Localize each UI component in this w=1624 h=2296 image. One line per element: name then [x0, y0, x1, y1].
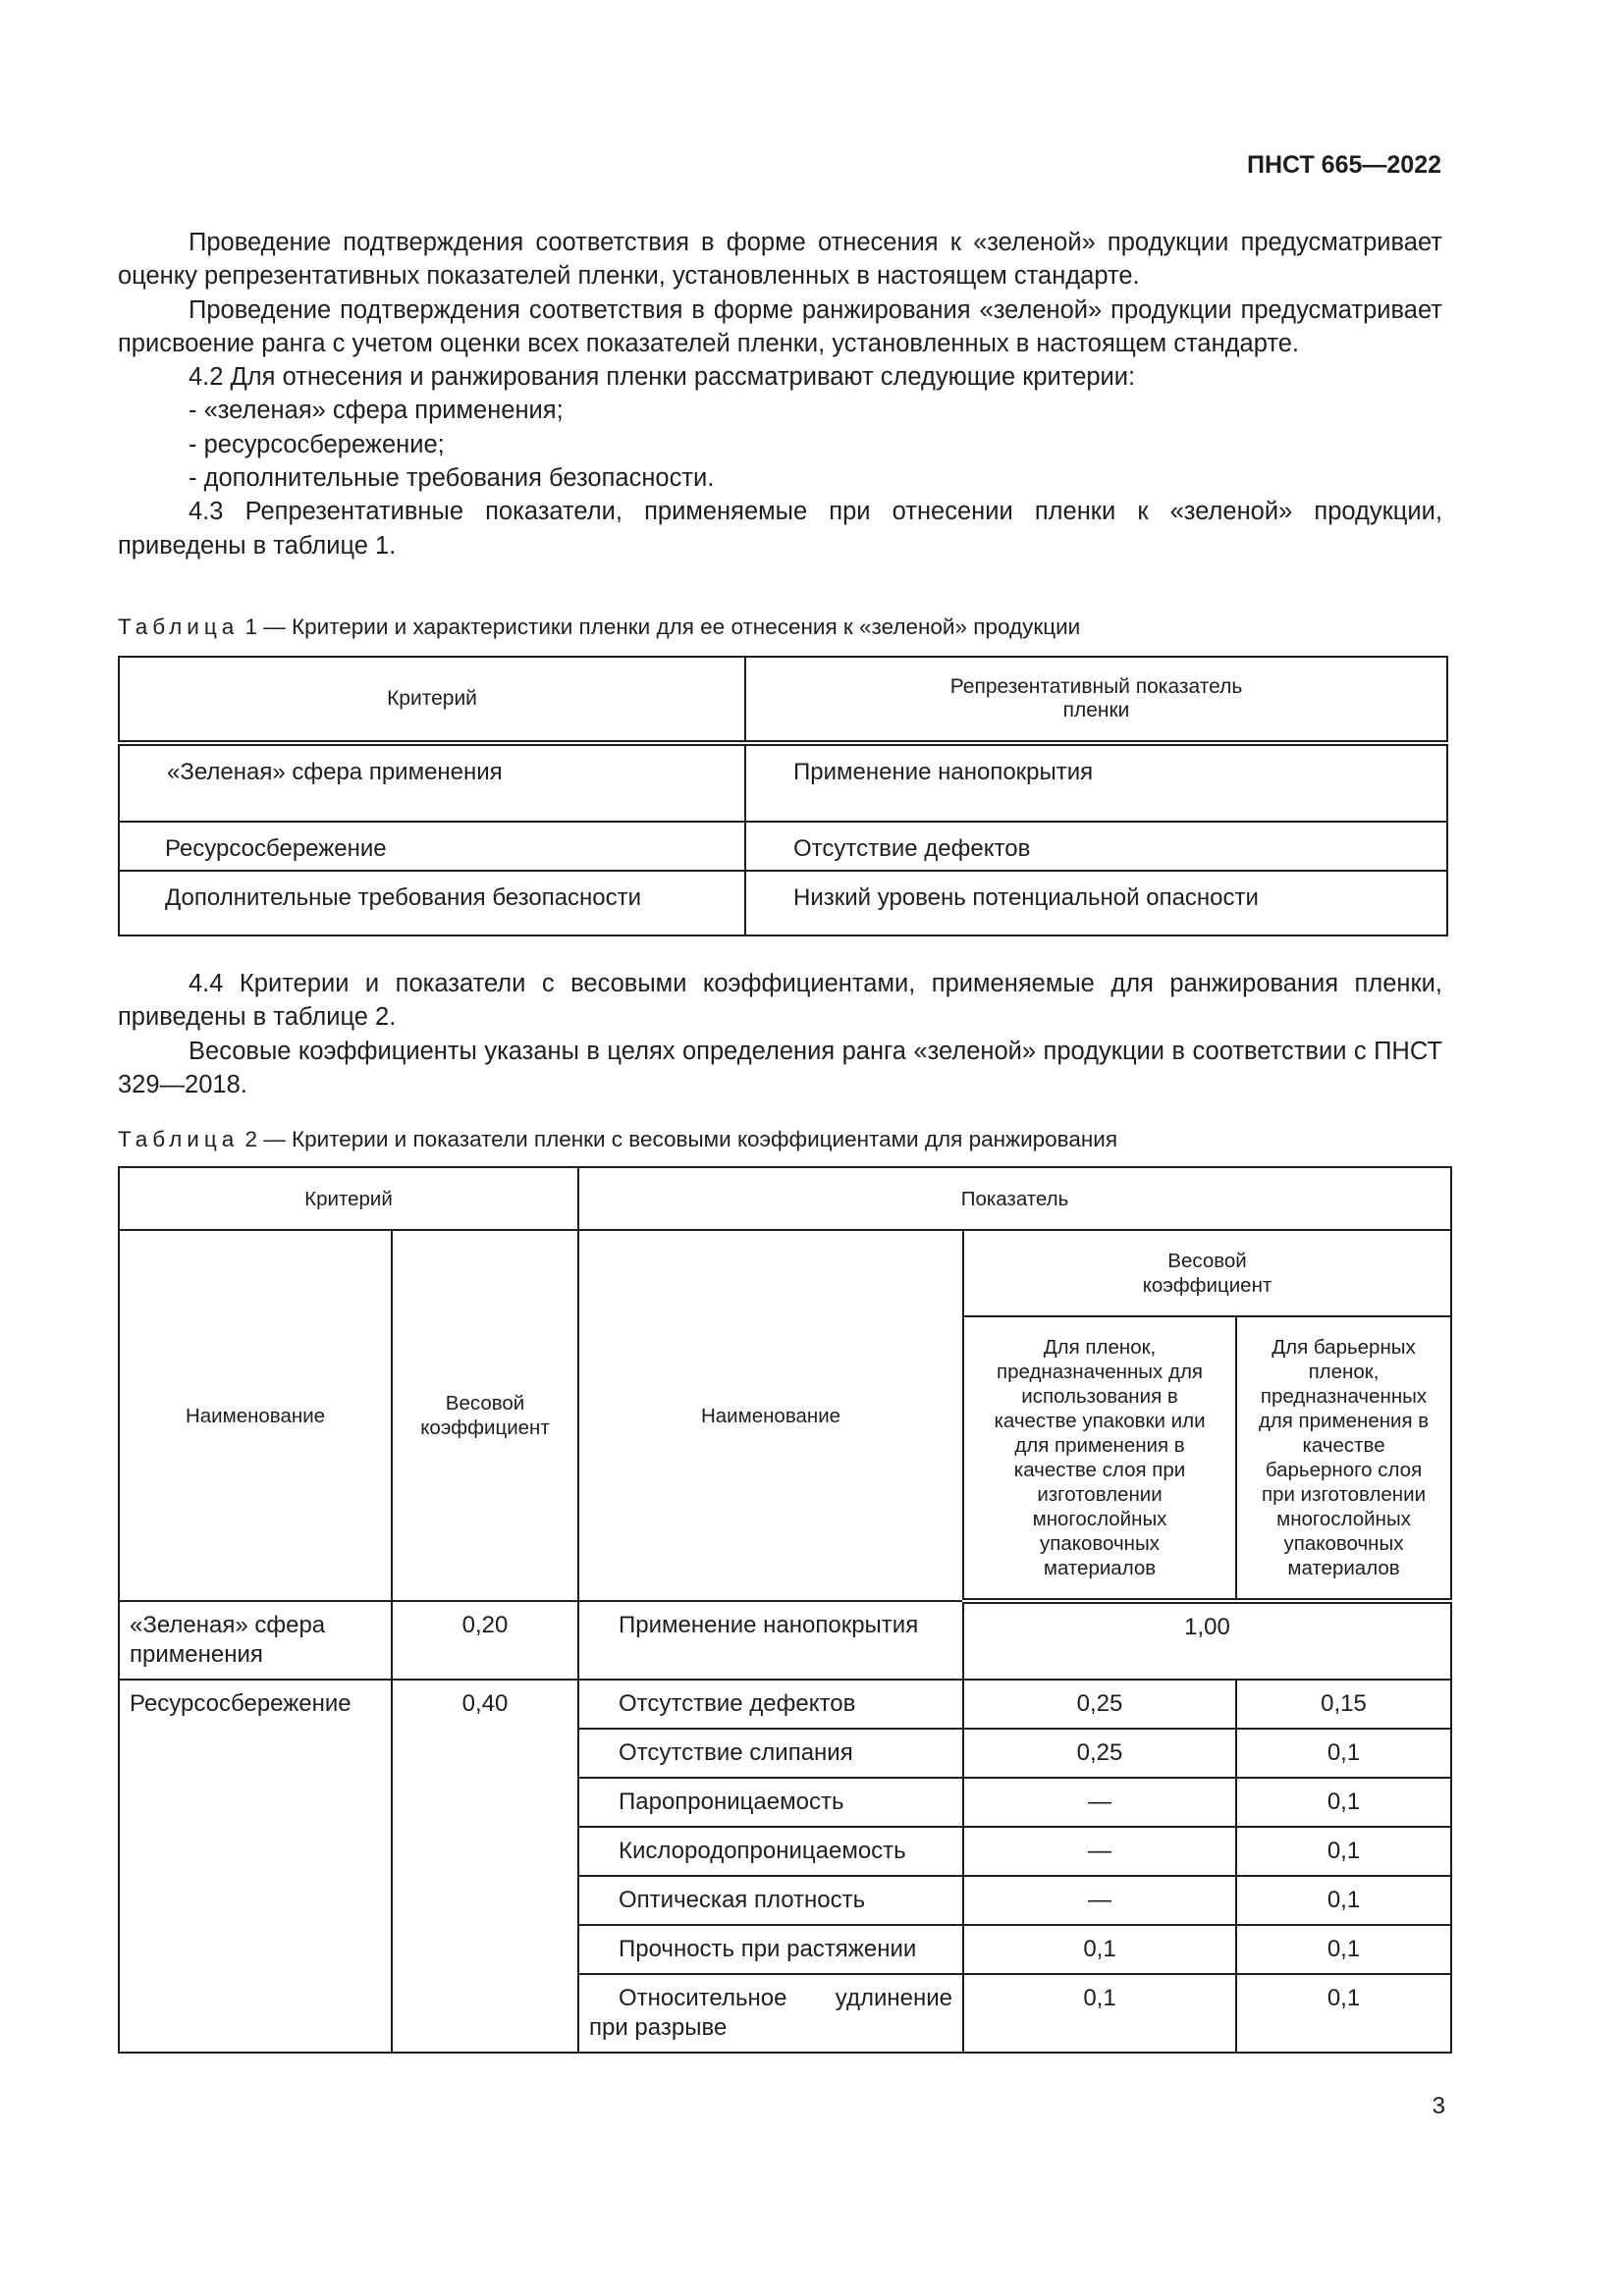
paragraph: Проведение подтверждения соответствия в форме ранжирования «зеленой» продукции предусматривает присвоение ранга с учетом оценки всех показателей пленки, установленных в настоящем стандарте. [118, 295, 1442, 357]
table2-criterion-weight: 0,40 [392, 1680, 578, 2053]
table2-weight-barrier: 0,1 [1236, 1827, 1451, 1876]
table2-criterion-name: Ресурсосбережение [119, 1680, 392, 2053]
table2-indicator-name: Отсутствие дефектов [578, 1680, 963, 1729]
table1-caption-label: Таблица [118, 614, 240, 639]
table2-indicator-name: Применение нанопокрытия [578, 1601, 963, 1680]
table2-caption-text: 2 — Критерии и показатели пленки с весовыми коэффициентами для ранжирования [244, 1127, 1118, 1151]
table2-indicator-name-line2: при разрыве [589, 2014, 728, 2041]
table1-cell: Низкий уровень потенциальной опасности [745, 871, 1447, 935]
table2-header-barrier: Для барьерных пленок, предназначенных для применения в качестве барьерного слоя при изготовлении многослойных упаковочных материалов [1236, 1316, 1451, 1601]
table-row [119, 871, 1447, 935]
table2-indicator-name-line1: Относительное удлинение [619, 1985, 953, 2011]
body-text [118, 226, 1442, 562]
table1-header-criterion: Критерий [119, 657, 745, 743]
page-number: 3 [1432, 2093, 1445, 2119]
table2 [118, 1166, 1452, 2054]
table2-indicator-name: Отсутствие слипания [578, 1729, 963, 1778]
body-text-2 [118, 967, 1442, 1101]
table-row [119, 743, 1447, 822]
table2-indicator-name: Кислородопроницаемость [578, 1827, 963, 1876]
table2-weight-barrier: 0,1 [1236, 1876, 1451, 1925]
table2-criterion-weight: 0,20 [392, 1601, 578, 1680]
table1-caption [118, 614, 1080, 640]
table2-weight-barrier: 0,1 [1236, 1925, 1451, 1974]
paragraph: 4.4 Критерии и показатели с весовыми коэффициентами, применяемые для ранжирования пленки, приведены в таблице 2. [118, 970, 1442, 1032]
table2-header-criterion: Критерий [119, 1167, 578, 1230]
table-row [119, 822, 1447, 871]
table2-weight-films: 0,25 [963, 1729, 1236, 1778]
table-row [119, 1680, 1451, 1729]
table2-weight-films: — [963, 1778, 1236, 1827]
table2-indicator-name: Прочность при растяжении [578, 1925, 963, 1974]
paragraph: 4.2 Для отнесения и ранжирования пленки рассматривают следующие критерии: [189, 363, 1136, 392]
table1-cell: Отсутствие дефектов [745, 822, 1447, 871]
paragraph: 4.3 Репрезентативные показатели, применяемые при отнесении пленки к «зеленой» продукции, приведены в таблице 1. [118, 498, 1442, 560]
list-item: - ресурсосбережение; [189, 430, 445, 458]
table1 [118, 656, 1448, 936]
table2-weight-films: 0,1 [963, 1974, 1236, 2053]
table2-weight-barrier: 0,1 [1236, 1778, 1451, 1827]
table1-cell: «Зеленая» сфера применения [119, 743, 745, 822]
table2-indicator-name [578, 1974, 963, 2053]
table2-indicator-name: Паропроницаемость [578, 1778, 963, 1827]
table2-header-weight-group: Весовой коэффициент [963, 1230, 1451, 1316]
table2-caption-label: Таблица [118, 1127, 240, 1151]
list-item: - дополнительные требования безопасности. [189, 464, 715, 493]
table2-weight-barrier: 0,1 [1236, 1974, 1451, 2053]
paragraph: Проведение подтверждения соответствия в форме отнесения к «зеленой» продукции предусматривает оценку репрезентативных показателей пленки, установленных в настоящем стандарте. [118, 229, 1442, 291]
table2-caption [118, 1127, 1117, 1152]
paragraph: Весовые коэффициенты указаны в целях определения ранга «зеленой» продукции в соответствии с ПНСТ 329—2018. [118, 1037, 1442, 1098]
table2-header-criterion-weight: Весовой коэффициент [392, 1230, 578, 1601]
table2-weight-barrier: 0,1 [1236, 1729, 1451, 1778]
table2-header-indicator: Показатель [578, 1167, 1451, 1230]
table1-caption-text: 1 — Критерии и характеристики пленки для ее отнесения к «зеленой» продукции [244, 614, 1081, 639]
table1-cell: Ресурсосбережение [119, 822, 745, 871]
table1-cell: Применение нанопокрытия [745, 743, 1447, 822]
table1-header-indicator: Репрезентативный показатель пленки [745, 657, 1447, 743]
list-item: - «зеленая» сфера применения; [189, 397, 564, 425]
table1-cell: Дополнительные требования безопасности [119, 871, 745, 935]
table2-weight-films: — [963, 1827, 1236, 1876]
table2-weight-films: — [963, 1876, 1236, 1925]
table2-header-films: Для пленок, предназначенных для использования в качестве упаковки или для применения в качестве слоя при изготовлении многослойных упаковочных материалов [963, 1316, 1236, 1601]
table2-weight-films: 0,25 [963, 1680, 1236, 1729]
document-code: ПНСТ 665—2022 [1247, 151, 1441, 179]
table2-header-indicator-name: Наименование [578, 1230, 963, 1601]
table2-weight-films: 0,1 [963, 1925, 1236, 1974]
table2-indicator-name: Оптическая плотность [578, 1876, 963, 1925]
table-row [119, 1601, 1451, 1680]
table2-criterion-name: «Зеленая» сфера применения [119, 1601, 392, 1680]
table2-weight-barrier: 0,15 [1236, 1680, 1451, 1729]
table2-header-criterion-name: Наименование [119, 1230, 392, 1601]
table2-indicator-weight: 1,00 [963, 1601, 1451, 1680]
